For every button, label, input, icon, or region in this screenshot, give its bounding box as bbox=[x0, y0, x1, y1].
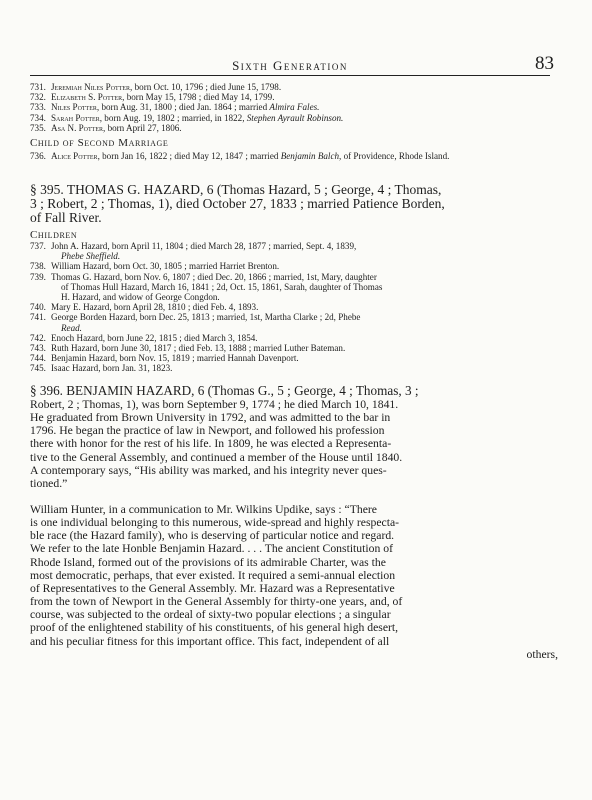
entry-text: Isaac Hazard, born Jan. 31, 1823. bbox=[51, 363, 173, 374]
entry-text: Thomas G. Hazard, born Nov. 6, 1807 ; died Dec. 20, 1866 ; married, 1st, Mary, daughter bbox=[51, 271, 377, 282]
entry-spouse: Stephen Ayrault Robinson. bbox=[246, 112, 344, 123]
section-line: tive to the General Assembly, and continued a member of the House until 1840. bbox=[30, 450, 403, 464]
entry-text: John A. Hazard, born April 11, 1804 ; died March 28, 1877 ; married, Sept. 4, 1839, bbox=[51, 241, 357, 251]
entry-number: 733. bbox=[30, 102, 46, 113]
section-line: § 395. THOMAS G. HAZARD, 6 (Thomas Hazard, 5 ; George, 4 ; Thomas, bbox=[30, 182, 442, 197]
section-line: there with honor for the rest of his life. In 1809, he was elected a Representa- bbox=[30, 437, 392, 451]
entry-736 bbox=[30, 151, 550, 161]
entry-text: George Borden Hazard, born Dec. 25, 1813 ; married, 1st, Martha Clarke ; 2d, Phebe bbox=[51, 312, 361, 323]
entry-text: H. Hazard, and widow of George Congdon. bbox=[61, 292, 220, 303]
list-item bbox=[30, 261, 550, 271]
entry-name: Niles Potter bbox=[51, 102, 97, 113]
list-item bbox=[30, 302, 550, 312]
section-line: A contemporary says, “His ability was marked, and his integrity never ques- bbox=[30, 463, 387, 477]
section-line: tioned.” bbox=[30, 476, 68, 490]
entry-number: 735. bbox=[30, 122, 46, 133]
entry-text: , born Jan 16, 1822 ; died May 12, 1847 ; married bbox=[97, 151, 281, 161]
entry-text: , born April 27, 1806. bbox=[103, 122, 182, 133]
list-item bbox=[30, 151, 550, 161]
entry-number: 743. bbox=[30, 343, 46, 354]
catchword: others, bbox=[526, 647, 558, 661]
entry-number: 736. bbox=[30, 151, 46, 161]
entry-number: 731. bbox=[30, 82, 46, 92]
entry-text: , born Oct. 10, 1796 ; died June 15, 1798. bbox=[130, 82, 282, 92]
paragraph-hunter bbox=[30, 503, 558, 661]
entry-number: 744. bbox=[30, 353, 46, 364]
list-item bbox=[30, 241, 550, 261]
running-header bbox=[30, 53, 554, 79]
paragraph-line: William Hunter, in a communication to Mr. Wilkins Updike, says : “There bbox=[30, 503, 377, 516]
list-item bbox=[30, 272, 550, 303]
entry-number: 740. bbox=[30, 302, 46, 313]
entry-text: of Providence, Rhode Island. bbox=[341, 151, 450, 161]
entry-name: Alice Potter bbox=[51, 151, 98, 161]
section-line: § 396. BENJAMIN HAZARD, 6 (Thomas G., 5 ; George, 4 ; Thomas, 3 ; bbox=[30, 383, 419, 398]
paragraph-line: We refer to the late Honble Benjamin Hazard. . . . The ancient Constitution of bbox=[30, 542, 393, 556]
entry-text: Mary E. Hazard, born April 28, 1810 ; died Feb. 4, 1893. bbox=[51, 302, 259, 313]
list-item bbox=[30, 123, 550, 133]
entry-text: of Thomas Hull Hazard, March 16, 1841 ; 2d, Oct. 15, 1861, Sarah, daughter of Thomas bbox=[61, 281, 383, 292]
second-marriage-heading: Child of Second Marriage bbox=[30, 137, 169, 149]
section-line: 3 ; Robert, 2 ; Thomas, 1), died October 27, 1833 ; married Patience Borden, bbox=[30, 196, 445, 211]
header-rule bbox=[30, 75, 550, 76]
entry-name: Jeremiah Niles Potter bbox=[51, 82, 131, 92]
section-line: Robert, 2 ; Thomas, 1), was born September 9, 1774 ; he died March 10, 1841. bbox=[30, 398, 399, 411]
entries-top bbox=[30, 82, 550, 133]
paragraph-line: of Representatives to the General Assembly. Mr. Hazard was a Representative bbox=[30, 581, 395, 595]
section-396-heading bbox=[30, 384, 558, 398]
list-item bbox=[30, 343, 550, 353]
entry-number: 745. bbox=[30, 363, 46, 374]
entry-number: 739. bbox=[30, 271, 46, 282]
children-list bbox=[30, 241, 550, 374]
entry-text: Benjamin Hazard, born Nov. 15, 1819 ; married Hannah Davenport. bbox=[51, 353, 299, 364]
section-line: He graduated from Brown University in 1792, and was admitted to the bar in bbox=[30, 411, 391, 425]
entry-number: 732. bbox=[30, 92, 46, 103]
paragraph-line: is one individual belonging to this numerous, wide-spread and highly respecta- bbox=[30, 516, 400, 530]
list-item bbox=[30, 312, 550, 332]
entry-text: Ruth Hazard, born June 30, 1817 ; died Feb. 13, 1888 ; married Luther Bateman. bbox=[51, 343, 346, 354]
entry-text: , born May 15, 1798 ; died May 14, 1799. bbox=[122, 92, 275, 103]
entry-text: , born Aug. 19, 1802 ; married, in 1822, bbox=[99, 112, 247, 123]
entry-name: Elizabeth S. Potter bbox=[51, 92, 123, 103]
entry-text: William Hazard, born Oct. 30, 1805 ; married Harriet Brenton. bbox=[51, 261, 280, 272]
paragraph-line: course, was subjected to the ordeal of sixty-two popular elections ; a singular bbox=[30, 608, 391, 622]
entry-name: Sarah Potter bbox=[51, 112, 100, 123]
paragraph-line: Rhode Island, formed out of the provisions of its admirable Charter, was the bbox=[30, 555, 386, 569]
children-heading: Children bbox=[30, 229, 78, 241]
list-item bbox=[30, 102, 550, 112]
entry-number: 737. bbox=[30, 241, 46, 251]
list-item bbox=[30, 92, 550, 102]
entry-number: 742. bbox=[30, 332, 46, 343]
paragraph-line: from the town of Newport in the General Assembly for thirty-one years, and, of bbox=[30, 595, 403, 609]
entry-number: 741. bbox=[30, 312, 46, 323]
entry-number: 734. bbox=[30, 112, 46, 123]
list-item bbox=[30, 113, 550, 123]
list-item bbox=[30, 353, 550, 363]
paragraph-line: ble race (the Hazard family), who is deserving of particular notice and regard. bbox=[30, 529, 395, 543]
section-396 bbox=[30, 398, 558, 490]
section-line: 1796. He began the practice of law in Newport, and followed his profession bbox=[30, 424, 385, 438]
entry-spouse: Almira Fales. bbox=[269, 102, 320, 113]
entry-text: Enoch Hazard, born June 22, 1815 ; died March 3, 1854. bbox=[51, 332, 258, 343]
header-title: Sixth Generation bbox=[232, 58, 348, 73]
list-item bbox=[30, 82, 550, 92]
entry-text: Read. bbox=[61, 322, 82, 333]
section-line: of Fall River. bbox=[30, 210, 102, 225]
entry-number: 738. bbox=[30, 261, 46, 272]
list-item bbox=[30, 333, 550, 343]
list-item bbox=[30, 363, 550, 373]
entry-text: Phebe Sheffield. bbox=[61, 251, 121, 262]
paragraph-line: proof of the enlightened stability of his constituents, of his general high desert, bbox=[30, 621, 399, 635]
page-number: 83 bbox=[535, 53, 554, 74]
entry-text: , born Aug. 31, 1800 ; died Jan. 1864 ; married bbox=[96, 102, 270, 113]
section-395 bbox=[30, 183, 558, 225]
paragraph-line: and his peculiar fitness for this important office. This fact, independent of all bbox=[30, 634, 390, 648]
paragraph-line: most democratic, perhaps, that ever existed. It required a semi-annual election bbox=[30, 568, 396, 582]
entry-name: Asa N. Potter bbox=[51, 122, 104, 133]
entry-spouse: Benjamin Balch, bbox=[280, 151, 342, 161]
